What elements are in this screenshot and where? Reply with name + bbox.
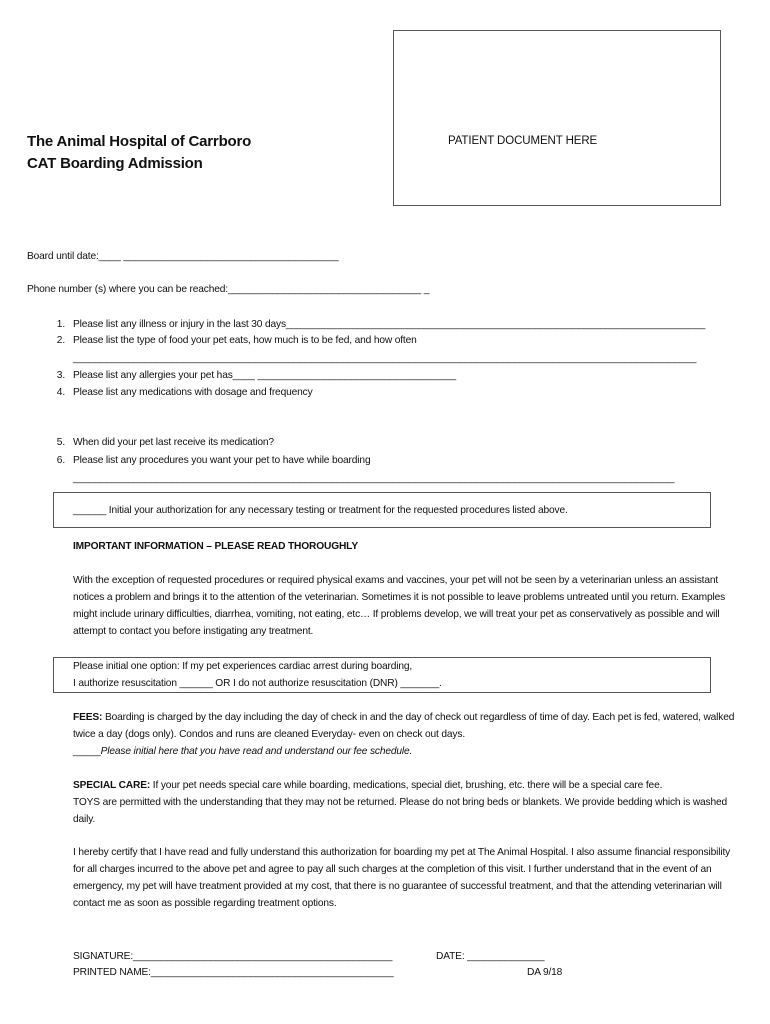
question-4[interactable]: 4. Please list any medications with dosage and frequency bbox=[56, 387, 313, 398]
certification-text: I hereby certify that I have read and fully understand this authorization for boarding my pet at The Animal Hospital. I also assume financial responsibility for all charges incurred to the above pet and agree to pay all such charges at the completion of this visit. I further understand that in the event of an emergency, my pet will have treatment provided at my cost, that there is no guarantee of successful treatment, and that the attending veterinarian will contact me as soon as possible regarding treatment options. bbox=[73, 847, 731, 909]
patient-document-box bbox=[393, 30, 721, 206]
authorization-box bbox=[53, 492, 711, 528]
toys-policy: TOYS are permitted with the understanding that they may not be returned. Please do not bring beds or blankets. We provide bedding which is washed daily. bbox=[73, 797, 728, 825]
hospital-name: The Animal Hospital of Carrboro bbox=[27, 133, 252, 150]
form-code: DA 9/18 bbox=[527, 967, 563, 978]
special-care-body: If your pet needs special care while boarding, medications, special diet, brushing, etc. there will be a special care fee. bbox=[150, 780, 663, 791]
fees-section bbox=[73, 709, 743, 760]
question-2-answer-line[interactable]: _________________________________________________________________________________________________________________ bbox=[73, 353, 697, 364]
date-field[interactable]: DATE: ______________ bbox=[436, 951, 545, 962]
question-3[interactable]: 3. Please list any allergies your pet has____ ____________________________________ bbox=[56, 370, 456, 381]
fees-body: Boarding is charged by the day including the day of check in and the day of check out regardless of time of day. Each pet is fed, watered, walked twice a day (dogs only). Condos and runs are cleaned Everyday- even on check out days. bbox=[73, 712, 735, 740]
resuscitation-line1: Please initial one option: If my pet experiences cardiac arrest during boarding, bbox=[73, 661, 413, 672]
fees-initial[interactable]: _____ bbox=[73, 746, 101, 757]
question-2[interactable]: 2. Please list the type of food your pet eats, how much is to be fed, and how often bbox=[56, 335, 417, 346]
patient-document-label: PATIENT DOCUMENT HERE bbox=[448, 135, 598, 147]
board-until-field[interactable]: Board until date:____ _______________________________________ bbox=[27, 251, 339, 262]
question-6-answer-line[interactable]: _____________________________________________________________________________________________________________ bbox=[73, 473, 675, 484]
authorization-initial[interactable]: ______ Initial your authorization for any necessary testing or treatment for the requested procedures listed above. bbox=[73, 505, 568, 516]
question-5[interactable]: 5. When did your pet last receive its medication? bbox=[56, 437, 274, 448]
resuscitation-options[interactable]: I authorize resuscitation ______ OR I do not authorize resuscitation (DNR) _______. bbox=[73, 678, 442, 689]
important-heading: IMPORTANT INFORMATION – PLEASE READ THOROUGHLY bbox=[73, 541, 358, 552]
important-body: With the exception of requested procedures or required physical exams and vaccines, your pet will not be seen by a veterinarian unless an assistant notices a problem and brings it to the attention of the veterinarian. Sometimes it is not possible to leave problems untreated until you return. Examples might include urinary difficulties, diarrhea, vomiting, not eating, etc… If problems develop, we will treat your pet as conservatively as possible and will attempt to contact you before instigating any treatment. bbox=[73, 575, 726, 637]
phone-field[interactable]: Phone number (s) where you can be reached:___________________________________ _ bbox=[27, 284, 430, 295]
form-title: CAT Boarding Admission bbox=[27, 155, 203, 172]
special-care-label: SPECIAL CARE: bbox=[73, 780, 151, 791]
question-6[interactable]: 6. Please list any procedures you want your pet to have while boarding bbox=[56, 455, 371, 466]
fees-label: FEES: bbox=[73, 712, 103, 723]
question-1[interactable]: 1. Please list any illness or injury in the last 30 days____________________________________________________________________________ bbox=[56, 319, 706, 330]
special-care-section bbox=[73, 777, 743, 828]
printed-name-field[interactable]: PRINTED NAME:____________________________________________ bbox=[73, 967, 394, 978]
fees-initial-text: Please initial here that you have read and understand our fee schedule. bbox=[100, 746, 413, 757]
resuscitation-box bbox=[53, 657, 711, 693]
signature-field[interactable]: SIGNATURE:_______________________________________________ bbox=[73, 951, 393, 962]
